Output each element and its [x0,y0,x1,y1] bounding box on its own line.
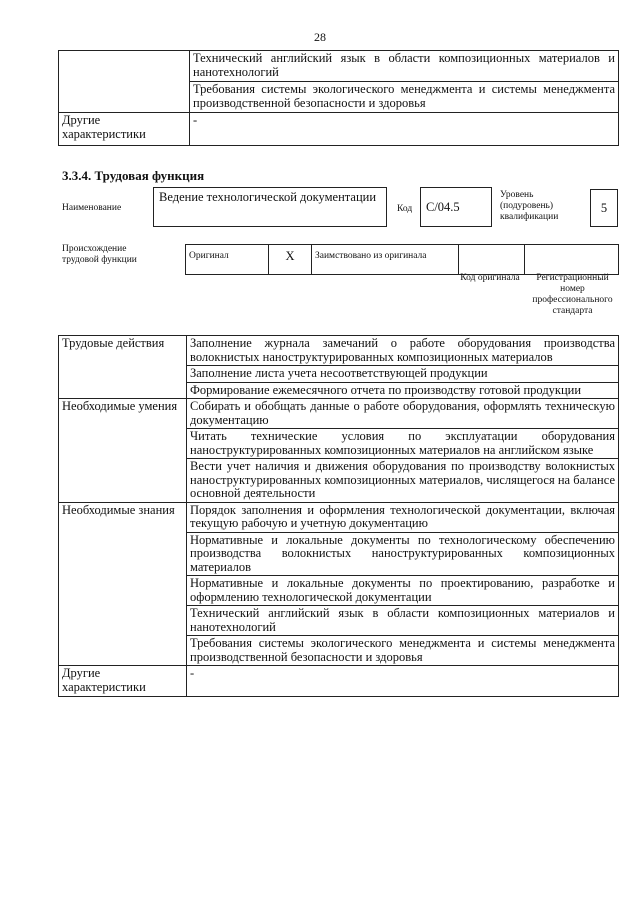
code-label: Код [397,204,413,214]
original-code-cell [459,245,525,275]
table-cell: Технический английский язык в области композиционных материалов и нанотехнологий [187,606,619,636]
row-label: Трудовые действия [59,336,187,399]
code-caption: Код оригинала [460,273,520,283]
table-cell: Требования системы экологического менеджмента и системы менеджмента производственной безопасности и здоровья [187,636,619,666]
level-value: 5 [590,189,618,227]
table-row [59,51,619,82]
row-label [59,51,190,113]
table-cell: Заполнение листа учета несоответствующей продукции [187,366,619,383]
original-label: Оригинал [186,245,269,275]
name-value: Ведение технологической документации [153,187,387,227]
table-row [59,502,619,532]
table-cell: Порядок заполнения и оформления технологической документации, включая текущую рабочую и учетную документацию [187,502,619,532]
table-row [59,666,619,697]
row-label: Другие характеристики [59,666,187,697]
origin-table [185,244,619,275]
table-row [59,336,619,366]
table-row [59,399,619,429]
main-table [58,335,619,697]
row-label: Необходимые умения [59,399,187,503]
section-title: 3.3.4. Трудовая функция [62,168,205,183]
name-label: Наименование [62,203,122,213]
original-mark: X [269,245,312,275]
reg-caption: Регистрационный номер профессионального стандарта [532,273,613,316]
table-cell: Технический английский язык в области композиционных материалов и нанотехнологий [190,51,619,82]
table-cell: Нормативные и локальные документы по проектированию, разработке и оформлению технологической документации [187,576,619,606]
row-label: Другие характеристики [59,113,190,146]
table-cell: Формирование ежемесячного отчета по производству готовой продукции [187,382,619,399]
table-cell: Требования системы экологического менеджмента и системы менеджмента производственной безопасности и здоровья [190,82,619,113]
table-cell: Собирать и обобщать данные о работе оборудования, оформлять техническую документацию [187,399,619,429]
level-label: Уровень (подуровень) квалификации [500,190,559,222]
row-label: Необходимые знания [59,502,187,666]
table-row [59,113,619,146]
top-table [58,50,619,146]
table-row [186,245,619,275]
table-cell: - [190,113,619,146]
page-number: 28 [314,30,326,44]
table-cell: Нормативные и локальные документы по технологическому обеспечению производства волокнистых наноструктурированных композиционных материалов [187,532,619,576]
code-value: С/04.5 [420,187,492,227]
table-cell: - [187,666,619,697]
table-cell: Заполнение журнала замечаний о работе оборудования производства волокнистых наноструктурированных композиционных материалов [187,336,619,366]
table-cell: Вести учет наличия и движения оборудования по производству волокнистых наноструктурированных композиционных материалов, числящегося на балансе основной деятельности [187,459,619,503]
origin-label: Происхождение трудовой функции [62,244,137,265]
table-cell: Читать технические условия по эксплуатации оборудования наноструктурированных композиционных материалов на английском языке [187,429,619,459]
borrowed-label: Заимствовано из оригинала [312,245,459,275]
reg-number-cell [525,245,619,275]
